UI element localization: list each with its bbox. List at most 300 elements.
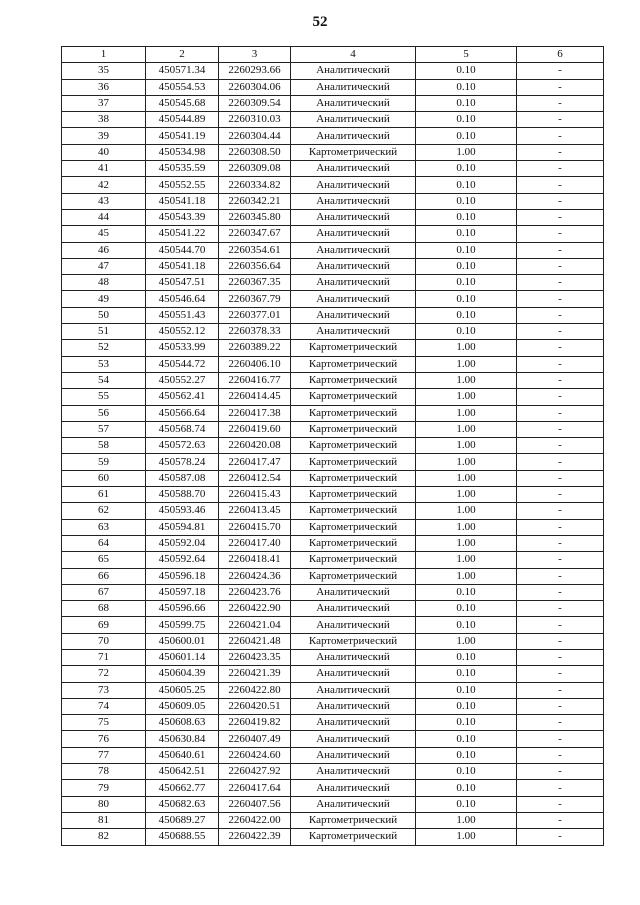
- y-coordinate-cell: 2260417.64: [219, 780, 291, 796]
- accuracy-cell: 0.10: [416, 601, 517, 617]
- note-cell: -: [517, 307, 604, 323]
- note-cell: -: [517, 666, 604, 682]
- x-coordinate-cell: 450552.27: [146, 372, 219, 388]
- y-coordinate-cell: 2260423.76: [219, 584, 291, 600]
- method-cell: Аналитический: [291, 128, 416, 144]
- x-coordinate-cell: 450688.55: [146, 829, 219, 845]
- method-cell: Картометрический: [291, 356, 416, 372]
- table-row: [62, 372, 604, 388]
- accuracy-cell: 0.10: [416, 226, 517, 242]
- table-row: [62, 780, 604, 796]
- y-coordinate-cell: 2260421.39: [219, 666, 291, 682]
- method-cell: Аналитический: [291, 584, 416, 600]
- note-cell: -: [517, 796, 604, 812]
- method-cell: Аналитический: [291, 161, 416, 177]
- table-row: [62, 242, 604, 258]
- x-coordinate-cell: 450572.63: [146, 438, 219, 454]
- table-row: [62, 698, 604, 714]
- point-number-cell: 81: [62, 812, 146, 828]
- table-row: [62, 421, 604, 437]
- x-coordinate-cell: 450545.68: [146, 95, 219, 111]
- y-coordinate-cell: 2260417.40: [219, 535, 291, 551]
- point-number-cell: 59: [62, 454, 146, 470]
- y-coordinate-cell: 2260422.80: [219, 682, 291, 698]
- note-cell: -: [517, 177, 604, 193]
- accuracy-cell: 1.00: [416, 829, 517, 845]
- y-coordinate-cell: 2260304.06: [219, 79, 291, 95]
- note-cell: -: [517, 503, 604, 519]
- method-cell: Аналитический: [291, 617, 416, 633]
- x-coordinate-cell: 450544.72: [146, 356, 219, 372]
- point-number-cell: 67: [62, 584, 146, 600]
- point-number-cell: 42: [62, 177, 146, 193]
- method-cell: Аналитический: [291, 95, 416, 111]
- table-row: [62, 161, 604, 177]
- table-body: [62, 63, 604, 845]
- y-coordinate-cell: 2260418.41: [219, 552, 291, 568]
- table-row: [62, 193, 604, 209]
- point-number-cell: 46: [62, 242, 146, 258]
- point-number-cell: 64: [62, 535, 146, 551]
- header-cell: 6: [517, 47, 604, 63]
- method-cell: Аналитический: [291, 307, 416, 323]
- x-coordinate-cell: 450566.64: [146, 405, 219, 421]
- x-coordinate-cell: 450541.22: [146, 226, 219, 242]
- note-cell: -: [517, 470, 604, 486]
- method-cell: Аналитический: [291, 780, 416, 796]
- accuracy-cell: 1.00: [416, 552, 517, 568]
- note-cell: -: [517, 487, 604, 503]
- y-coordinate-cell: 2260406.10: [219, 356, 291, 372]
- header-cell: 1: [62, 47, 146, 63]
- y-coordinate-cell: 2260378.33: [219, 324, 291, 340]
- y-coordinate-cell: 2260354.61: [219, 242, 291, 258]
- x-coordinate-cell: 450568.74: [146, 421, 219, 437]
- point-number-cell: 54: [62, 372, 146, 388]
- method-cell: Аналитический: [291, 698, 416, 714]
- point-number-cell: 37: [62, 95, 146, 111]
- accuracy-cell: 0.10: [416, 291, 517, 307]
- point-number-cell: 69: [62, 617, 146, 633]
- table-row: [62, 389, 604, 405]
- table-row: [62, 275, 604, 291]
- point-number-cell: 78: [62, 764, 146, 780]
- y-coordinate-cell: 2260345.80: [219, 209, 291, 225]
- method-cell: Картометрический: [291, 633, 416, 649]
- y-coordinate-cell: 2260334.82: [219, 177, 291, 193]
- note-cell: -: [517, 454, 604, 470]
- note-cell: -: [517, 633, 604, 649]
- y-coordinate-cell: 2260417.47: [219, 454, 291, 470]
- note-cell: -: [517, 144, 604, 160]
- method-cell: Картометрический: [291, 519, 416, 535]
- y-coordinate-cell: 2260417.38: [219, 405, 291, 421]
- note-cell: -: [517, 829, 604, 845]
- accuracy-cell: 0.10: [416, 128, 517, 144]
- accuracy-cell: 1.00: [416, 470, 517, 486]
- note-cell: -: [517, 291, 604, 307]
- y-coordinate-cell: 2260309.08: [219, 161, 291, 177]
- x-coordinate-cell: 450534.98: [146, 144, 219, 160]
- table-row: [62, 519, 604, 535]
- accuracy-cell: 1.00: [416, 356, 517, 372]
- x-coordinate-cell: 450593.46: [146, 503, 219, 519]
- note-cell: -: [517, 552, 604, 568]
- header-cell: 3: [219, 47, 291, 63]
- note-cell: -: [517, 568, 604, 584]
- point-number-cell: 43: [62, 193, 146, 209]
- accuracy-cell: 0.10: [416, 79, 517, 95]
- method-cell: Аналитический: [291, 79, 416, 95]
- point-number-cell: 62: [62, 503, 146, 519]
- table-row: [62, 715, 604, 731]
- header-cell: 4: [291, 47, 416, 63]
- method-cell: Аналитический: [291, 275, 416, 291]
- accuracy-cell: 0.10: [416, 242, 517, 258]
- method-cell: Аналитический: [291, 796, 416, 812]
- point-number-cell: 60: [62, 470, 146, 486]
- y-coordinate-cell: 2260422.90: [219, 601, 291, 617]
- method-cell: Аналитический: [291, 682, 416, 698]
- note-cell: -: [517, 438, 604, 454]
- x-coordinate-cell: 450578.24: [146, 454, 219, 470]
- method-cell: Аналитический: [291, 177, 416, 193]
- x-coordinate-cell: 450604.39: [146, 666, 219, 682]
- x-coordinate-cell: 450609.05: [146, 698, 219, 714]
- table-row: [62, 470, 604, 486]
- note-cell: -: [517, 95, 604, 111]
- point-number-cell: 70: [62, 633, 146, 649]
- accuracy-cell: 1.00: [416, 519, 517, 535]
- table-row: [62, 568, 604, 584]
- accuracy-cell: 0.10: [416, 95, 517, 111]
- y-coordinate-cell: 2260367.35: [219, 275, 291, 291]
- point-number-cell: 74: [62, 698, 146, 714]
- point-number-cell: 51: [62, 324, 146, 340]
- x-coordinate-cell: 450543.39: [146, 209, 219, 225]
- method-cell: Аналитический: [291, 209, 416, 225]
- method-cell: Аналитический: [291, 666, 416, 682]
- x-coordinate-cell: 450596.18: [146, 568, 219, 584]
- y-coordinate-cell: 2260419.82: [219, 715, 291, 731]
- point-number-cell: 36: [62, 79, 146, 95]
- method-cell: Картометрический: [291, 454, 416, 470]
- x-coordinate-cell: 450689.27: [146, 812, 219, 828]
- accuracy-cell: 0.10: [416, 747, 517, 763]
- method-cell: Аналитический: [291, 764, 416, 780]
- accuracy-cell: 1.00: [416, 405, 517, 421]
- table-row: [62, 764, 604, 780]
- table-row: [62, 258, 604, 274]
- x-coordinate-cell: 450533.99: [146, 340, 219, 356]
- table-row: [62, 666, 604, 682]
- x-coordinate-cell: 450662.77: [146, 780, 219, 796]
- x-coordinate-cell: 450630.84: [146, 731, 219, 747]
- header-cell: 5: [416, 47, 517, 63]
- table-row: [62, 144, 604, 160]
- note-cell: -: [517, 193, 604, 209]
- x-coordinate-cell: 450592.64: [146, 552, 219, 568]
- method-cell: Картометрический: [291, 829, 416, 845]
- y-coordinate-cell: 2260421.48: [219, 633, 291, 649]
- x-coordinate-cell: 450571.34: [146, 63, 219, 79]
- x-coordinate-cell: 450554.53: [146, 79, 219, 95]
- accuracy-cell: 0.10: [416, 193, 517, 209]
- point-number-cell: 44: [62, 209, 146, 225]
- y-coordinate-cell: 2260413.45: [219, 503, 291, 519]
- method-cell: Аналитический: [291, 291, 416, 307]
- point-number-cell: 38: [62, 112, 146, 128]
- table-row: [62, 796, 604, 812]
- point-number-cell: 55: [62, 389, 146, 405]
- point-number-cell: 45: [62, 226, 146, 242]
- method-cell: Картометрический: [291, 487, 416, 503]
- point-number-cell: 76: [62, 731, 146, 747]
- x-coordinate-cell: 450535.59: [146, 161, 219, 177]
- table-row: [62, 731, 604, 747]
- point-number-cell: 58: [62, 438, 146, 454]
- header-row: [62, 47, 604, 63]
- method-cell: Картометрический: [291, 405, 416, 421]
- method-cell: Аналитический: [291, 731, 416, 747]
- table-row: [62, 747, 604, 763]
- accuracy-cell: 0.10: [416, 796, 517, 812]
- accuracy-cell: 1.00: [416, 438, 517, 454]
- table-row: [62, 601, 604, 617]
- note-cell: -: [517, 780, 604, 796]
- point-number-cell: 57: [62, 421, 146, 437]
- accuracy-cell: 0.10: [416, 584, 517, 600]
- method-cell: Картометрический: [291, 438, 416, 454]
- y-coordinate-cell: 2260308.50: [219, 144, 291, 160]
- note-cell: -: [517, 682, 604, 698]
- point-number-cell: 39: [62, 128, 146, 144]
- table-row: [62, 552, 604, 568]
- point-number-cell: 72: [62, 666, 146, 682]
- x-coordinate-cell: 450544.89: [146, 112, 219, 128]
- x-coordinate-cell: 450544.70: [146, 242, 219, 258]
- note-cell: -: [517, 764, 604, 780]
- y-coordinate-cell: 2260407.49: [219, 731, 291, 747]
- point-number-cell: 61: [62, 487, 146, 503]
- x-coordinate-cell: 450552.55: [146, 177, 219, 193]
- y-coordinate-cell: 2260389.22: [219, 340, 291, 356]
- table-row: [62, 535, 604, 551]
- y-coordinate-cell: 2260419.60: [219, 421, 291, 437]
- x-coordinate-cell: 450608.63: [146, 715, 219, 731]
- table-row: [62, 633, 604, 649]
- point-number-cell: 63: [62, 519, 146, 535]
- accuracy-cell: 0.10: [416, 715, 517, 731]
- method-cell: Аналитический: [291, 601, 416, 617]
- method-cell: Картометрический: [291, 372, 416, 388]
- point-number-cell: 56: [62, 405, 146, 421]
- accuracy-cell: 1.00: [416, 389, 517, 405]
- point-number-cell: 79: [62, 780, 146, 796]
- accuracy-cell: 0.10: [416, 764, 517, 780]
- note-cell: -: [517, 698, 604, 714]
- accuracy-cell: 1.00: [416, 812, 517, 828]
- note-cell: -: [517, 584, 604, 600]
- accuracy-cell: 1.00: [416, 503, 517, 519]
- note-cell: -: [517, 731, 604, 747]
- note-cell: -: [517, 340, 604, 356]
- point-number-cell: 40: [62, 144, 146, 160]
- note-cell: -: [517, 405, 604, 421]
- point-number-cell: 73: [62, 682, 146, 698]
- accuracy-cell: 0.10: [416, 275, 517, 291]
- method-cell: Картометрический: [291, 389, 416, 405]
- table-row: [62, 584, 604, 600]
- method-cell: Аналитический: [291, 112, 416, 128]
- point-number-cell: 82: [62, 829, 146, 845]
- table-row: [62, 405, 604, 421]
- y-coordinate-cell: 2260423.35: [219, 649, 291, 665]
- table-row: [62, 128, 604, 144]
- x-coordinate-cell: 450599.75: [146, 617, 219, 633]
- table-row: [62, 209, 604, 225]
- y-coordinate-cell: 2260414.45: [219, 389, 291, 405]
- accuracy-cell: 1.00: [416, 535, 517, 551]
- accuracy-cell: 1.00: [416, 487, 517, 503]
- point-number-cell: 80: [62, 796, 146, 812]
- y-coordinate-cell: 2260424.60: [219, 747, 291, 763]
- point-number-cell: 41: [62, 161, 146, 177]
- table-row: [62, 226, 604, 242]
- method-cell: Картометрический: [291, 144, 416, 160]
- x-coordinate-cell: 450592.04: [146, 535, 219, 551]
- accuracy-cell: 0.10: [416, 649, 517, 665]
- header-cell: 2: [146, 47, 219, 63]
- note-cell: -: [517, 421, 604, 437]
- accuracy-cell: 1.00: [416, 421, 517, 437]
- y-coordinate-cell: 2260309.54: [219, 95, 291, 111]
- y-coordinate-cell: 2260356.64: [219, 258, 291, 274]
- point-number-cell: 71: [62, 649, 146, 665]
- accuracy-cell: 0.10: [416, 324, 517, 340]
- x-coordinate-cell: 450541.18: [146, 193, 219, 209]
- table-row: [62, 503, 604, 519]
- table-row: [62, 324, 604, 340]
- method-cell: Картометрический: [291, 340, 416, 356]
- accuracy-cell: 1.00: [416, 454, 517, 470]
- accuracy-cell: 0.10: [416, 177, 517, 193]
- x-coordinate-cell: 450541.18: [146, 258, 219, 274]
- method-cell: Аналитический: [291, 324, 416, 340]
- y-coordinate-cell: 2260412.54: [219, 470, 291, 486]
- table-row: [62, 307, 604, 323]
- note-cell: -: [517, 209, 604, 225]
- method-cell: Аналитический: [291, 226, 416, 242]
- method-cell: Аналитический: [291, 193, 416, 209]
- y-coordinate-cell: 2260416.77: [219, 372, 291, 388]
- accuracy-cell: 0.10: [416, 258, 517, 274]
- note-cell: -: [517, 356, 604, 372]
- table-row: [62, 95, 604, 111]
- method-cell: Аналитический: [291, 258, 416, 274]
- table-row: [62, 340, 604, 356]
- accuracy-cell: 0.10: [416, 780, 517, 796]
- x-coordinate-cell: 450546.64: [146, 291, 219, 307]
- table-row: [62, 63, 604, 79]
- note-cell: -: [517, 372, 604, 388]
- accuracy-cell: 0.10: [416, 666, 517, 682]
- table-row: [62, 487, 604, 503]
- note-cell: -: [517, 161, 604, 177]
- note-cell: -: [517, 258, 604, 274]
- table-row: [62, 438, 604, 454]
- y-coordinate-cell: 2260367.79: [219, 291, 291, 307]
- note-cell: -: [517, 63, 604, 79]
- table-row: [62, 112, 604, 128]
- y-coordinate-cell: 2260310.03: [219, 112, 291, 128]
- accuracy-cell: 0.10: [416, 698, 517, 714]
- y-coordinate-cell: 2260415.43: [219, 487, 291, 503]
- y-coordinate-cell: 2260427.92: [219, 764, 291, 780]
- x-coordinate-cell: 450600.01: [146, 633, 219, 649]
- point-number-cell: 47: [62, 258, 146, 274]
- note-cell: -: [517, 112, 604, 128]
- accuracy-cell: 1.00: [416, 340, 517, 356]
- y-coordinate-cell: 2260422.39: [219, 829, 291, 845]
- table-row: [62, 454, 604, 470]
- point-number-cell: 75: [62, 715, 146, 731]
- accuracy-cell: 1.00: [416, 633, 517, 649]
- y-coordinate-cell: 2260342.21: [219, 193, 291, 209]
- x-coordinate-cell: 450597.18: [146, 584, 219, 600]
- point-number-cell: 53: [62, 356, 146, 372]
- method-cell: Картометрический: [291, 812, 416, 828]
- method-cell: Картометрический: [291, 470, 416, 486]
- note-cell: -: [517, 389, 604, 405]
- x-coordinate-cell: 450605.25: [146, 682, 219, 698]
- y-coordinate-cell: 2260424.36: [219, 568, 291, 584]
- y-coordinate-cell: 2260407.56: [219, 796, 291, 812]
- point-number-cell: 50: [62, 307, 146, 323]
- table-row: [62, 649, 604, 665]
- note-cell: -: [517, 812, 604, 828]
- note-cell: -: [517, 226, 604, 242]
- x-coordinate-cell: 450601.14: [146, 649, 219, 665]
- note-cell: -: [517, 535, 604, 551]
- method-cell: Аналитический: [291, 242, 416, 258]
- y-coordinate-cell: 2260420.51: [219, 698, 291, 714]
- method-cell: Аналитический: [291, 715, 416, 731]
- method-cell: Аналитический: [291, 649, 416, 665]
- method-cell: Аналитический: [291, 747, 416, 763]
- note-cell: -: [517, 519, 604, 535]
- table-row: [62, 682, 604, 698]
- point-number-cell: 77: [62, 747, 146, 763]
- accuracy-cell: 0.10: [416, 63, 517, 79]
- note-cell: -: [517, 242, 604, 258]
- point-number-cell: 66: [62, 568, 146, 584]
- table-row: [62, 177, 604, 193]
- method-cell: Картометрический: [291, 535, 416, 551]
- x-coordinate-cell: 450551.43: [146, 307, 219, 323]
- accuracy-cell: 0.10: [416, 112, 517, 128]
- x-coordinate-cell: 450588.70: [146, 487, 219, 503]
- y-coordinate-cell: 2260293.66: [219, 63, 291, 79]
- y-coordinate-cell: 2260422.00: [219, 812, 291, 828]
- note-cell: -: [517, 128, 604, 144]
- accuracy-cell: 0.10: [416, 161, 517, 177]
- page-number: 52: [312, 14, 328, 30]
- note-cell: -: [517, 601, 604, 617]
- point-number-cell: 65: [62, 552, 146, 568]
- x-coordinate-cell: 450541.19: [146, 128, 219, 144]
- method-cell: Аналитический: [291, 63, 416, 79]
